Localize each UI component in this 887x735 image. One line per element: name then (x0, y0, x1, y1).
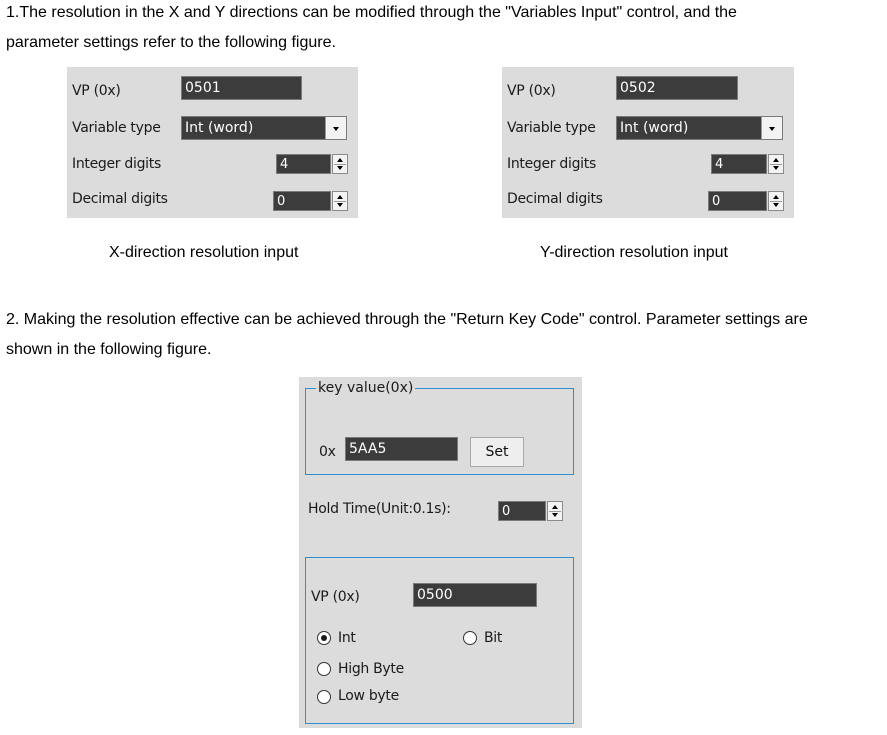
spin-up-icon[interactable] (552, 505, 558, 509)
hold-time-value[interactable]: 0 (498, 501, 546, 521)
decimal-digits-value[interactable]: 0 (708, 191, 767, 211)
integer-digits-value[interactable]: 4 (276, 154, 331, 174)
spin-down-icon[interactable] (773, 203, 779, 207)
y-panel-caption: Y-direction resolution input (540, 244, 728, 261)
chevron-down-icon (769, 127, 775, 131)
variable-type-select[interactable] (181, 116, 347, 140)
bit-radio-label: Bit (484, 630, 503, 646)
vp-label: VP (0x) (311, 589, 360, 605)
variable-type-select[interactable] (616, 116, 783, 140)
integer-digits-label: Integer digits (72, 156, 161, 172)
spinner-buttons[interactable] (332, 191, 348, 211)
variable-type-value: Int (word) (620, 120, 689, 136)
spin-up-icon[interactable] (337, 195, 343, 199)
spinner-buttons[interactable] (768, 154, 784, 174)
variable-type-label: Variable type (507, 120, 596, 136)
x-resolution-panel (67, 67, 358, 218)
spin-up-icon[interactable] (773, 158, 779, 162)
spin-down-icon[interactable] (337, 203, 343, 207)
low-byte-radio[interactable] (317, 690, 331, 704)
chevron-down-icon (333, 127, 339, 131)
integer-digits-spinner[interactable] (711, 154, 784, 174)
paragraph-1-line-2: parameter settings refer to the following figure. (6, 34, 336, 51)
paragraph-1-line-1: 1.The resolution in the X and Y directions can be modified through the "Variables Input" control, and the (6, 4, 737, 21)
paragraph-2-line-1: 2. Making the resolution effective can be achieved through the "Return Key Code" control. Parameter settings are (6, 311, 808, 328)
vp-input[interactable]: 0500 (413, 583, 537, 607)
variable-type-value: Int (word) (185, 120, 254, 136)
key-value-group (305, 388, 574, 475)
set-button[interactable]: Set (470, 437, 524, 467)
hold-time-label: Hold Time(Unit:0.1s): (308, 501, 451, 517)
high-byte-radio[interactable] (317, 662, 331, 676)
spinner-buttons[interactable] (768, 191, 784, 211)
high-byte-radio-label: High Byte (338, 661, 404, 677)
decimal-digits-label: Decimal digits (72, 191, 168, 207)
spin-up-icon[interactable] (773, 195, 779, 199)
spinner-buttons[interactable] (547, 501, 563, 521)
paragraph-2-line-2: shown in the following figure. (6, 341, 212, 358)
return-key-code-panel (299, 377, 582, 728)
decimal-digits-label: Decimal digits (507, 191, 603, 207)
spin-down-icon[interactable] (773, 166, 779, 170)
y-resolution-panel (502, 67, 794, 218)
integer-digits-value[interactable]: 4 (711, 154, 767, 174)
radio-selected-dot (321, 635, 327, 641)
spin-down-icon[interactable] (337, 166, 343, 170)
vp-label: VP (0x) (72, 83, 121, 99)
bit-radio[interactable] (463, 631, 477, 645)
vp-input[interactable]: 0501 (181, 76, 302, 100)
decimal-digits-spinner[interactable] (708, 191, 784, 211)
integer-digits-spinner[interactable] (276, 154, 348, 174)
vp-label: VP (0x) (507, 83, 556, 99)
key-value-input[interactable]: 5AA5 (345, 437, 458, 461)
dropdown-button[interactable] (761, 117, 782, 139)
spin-down-icon[interactable] (552, 513, 558, 517)
int-radio[interactable] (317, 631, 331, 645)
key-value-legend: key value(0x) (318, 380, 414, 396)
hold-time-spinner[interactable] (498, 501, 563, 521)
low-byte-radio-label: Low byte (338, 688, 399, 704)
spinner-buttons[interactable] (332, 154, 348, 174)
hex-prefix-label: 0x (319, 444, 336, 460)
vp-input[interactable]: 0502 (616, 76, 738, 100)
integer-digits-label: Integer digits (507, 156, 596, 172)
int-radio-label: Int (338, 630, 356, 646)
dropdown-button[interactable] (325, 117, 346, 139)
decimal-digits-spinner[interactable] (273, 191, 348, 211)
variable-type-label: Variable type (72, 120, 161, 136)
decimal-digits-value[interactable]: 0 (273, 191, 331, 211)
spin-up-icon[interactable] (337, 158, 343, 162)
x-panel-caption: X-direction resolution input (109, 244, 299, 261)
